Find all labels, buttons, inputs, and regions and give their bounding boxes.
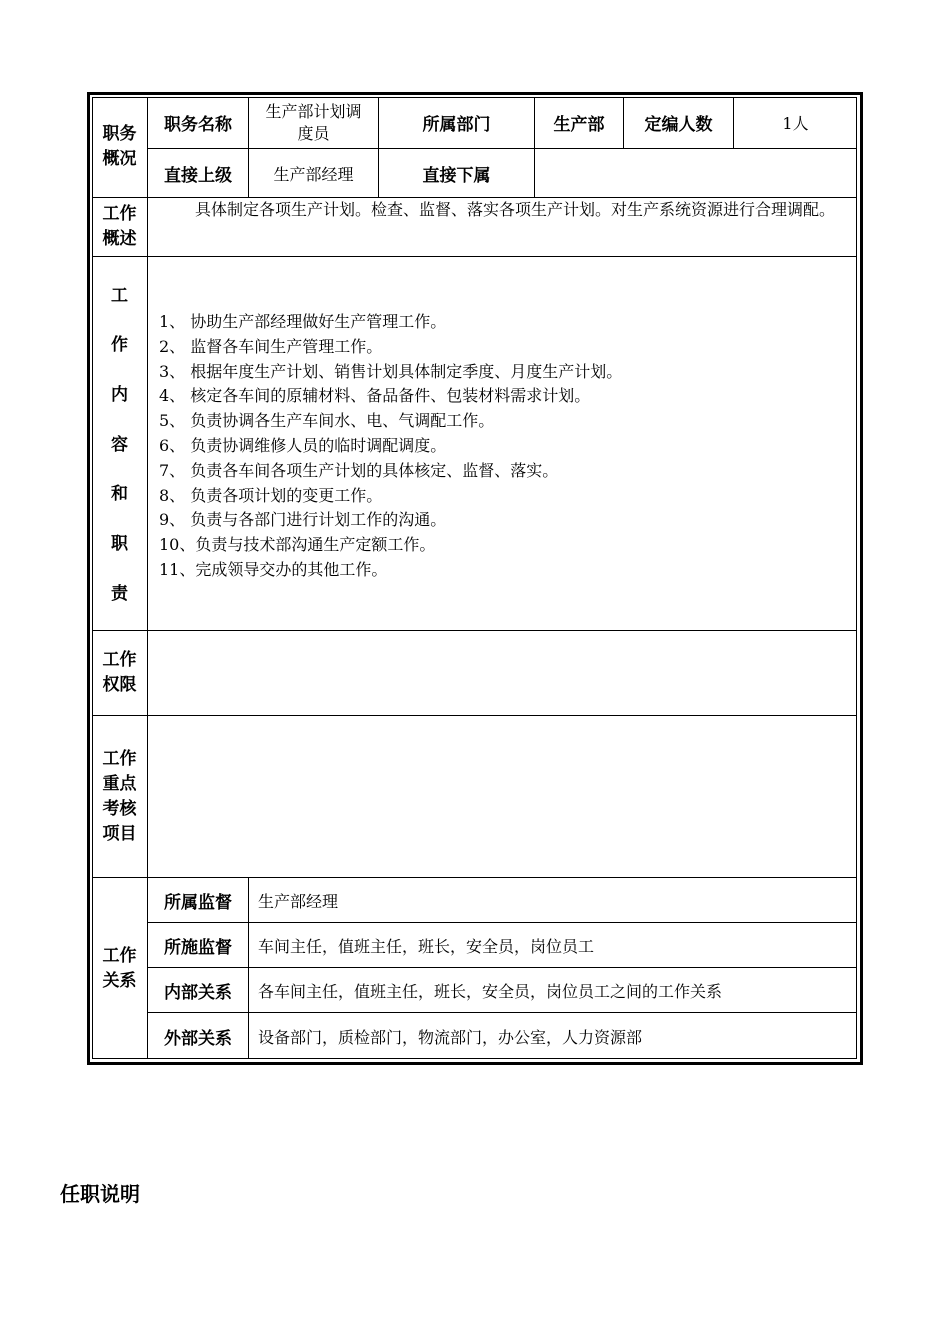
grid-line (92, 256, 857, 257)
list-item: 1、 协助生产部经理做好生产管理工作。 (159, 312, 447, 331)
list-item: 8、 负责各项计划的变更工作。 (159, 485, 383, 505)
position-name-label: 职务名称 (164, 115, 232, 135)
duties-list (159, 310, 622, 583)
authority-label: 工作权限 (102, 650, 137, 695)
relation-row-value: 生产部经理 (258, 891, 339, 911)
position-name-value: 生产部计划调度员 (265, 101, 362, 143)
relation-row-value: 车间主任，值班主任，班长，安全员，岗位员工 (258, 936, 595, 956)
list-item: 10、负责与技术部沟通生产定额工作。 (159, 535, 436, 555)
list-item: 11、完成领导交办的其他工作。 (159, 559, 388, 579)
list-item: 9、 负责与各部门进行计划工作的沟通。 (159, 510, 447, 530)
kpi-label: 工作重点考核项目 (102, 748, 137, 844)
relation-row-label: 外部关系 (164, 1028, 232, 1049)
duties-label-char: 职 (111, 534, 128, 554)
duties-label-char: 作 (111, 335, 128, 355)
list-item: 2、 监督各车间生产管理工作。 (159, 336, 383, 356)
duties-label-char: 容 (111, 435, 128, 455)
headcount-value: 1人 (782, 114, 809, 133)
duties-label-char: 内 (111, 385, 128, 405)
overview-section-label: 职务概况 (102, 124, 137, 169)
section-title: 任职说明 (60, 1182, 140, 1206)
list-item: 3、 根据年度生产计划、销售计划具体制定季度、月度生产计划。 (159, 361, 623, 381)
subordinate-label: 直接下属 (422, 165, 491, 186)
list-item: 7、 负责各车间各项生产计划的具体核定、监督、落实。 (159, 460, 559, 480)
department-value: 生产部 (553, 115, 605, 135)
summary-text: 具体制定各项生产计划。检查、监督、落实各项生产计划。对生产系统资源进行合理调配。 (195, 200, 836, 219)
relation-row-label: 所施监督 (164, 937, 232, 958)
superior-label: 直接上级 (164, 165, 232, 186)
relation-row-label: 所属监督 (164, 892, 232, 913)
list-item: 6、 负责协调维修人员的临时调配调度。 (159, 435, 447, 455)
duties-label-char: 和 (111, 484, 128, 504)
list-item: 4、 核定各车间的原辅材料、备品备件、包装材料需求计划。 (159, 386, 591, 406)
relation-row-value: 设备部门，质检部门，物流部门，办公室，人力资源部 (258, 1027, 643, 1047)
duties-label-char: 责 (111, 584, 128, 604)
superior-value: 生产部经理 (273, 164, 354, 184)
department-label: 所属部门 (422, 115, 491, 135)
headcount-label: 定编人数 (644, 115, 713, 135)
relation-row-value: 各车间主任，值班主任，班长，安全员，岗位员工之间的工作关系 (258, 981, 723, 1001)
kpi-text (148, 716, 857, 877)
subordinate-value (535, 149, 857, 197)
relation-row-label: 内部关系 (164, 982, 232, 1003)
relations-label: 工作关系 (102, 945, 137, 991)
duties-label-char: 工 (111, 286, 128, 306)
authority-text (148, 631, 857, 715)
summary-label: 工作概述 (102, 204, 137, 249)
list-item: 5、 负责协调各生产车间水、电、气调配工作。 (159, 411, 495, 431)
